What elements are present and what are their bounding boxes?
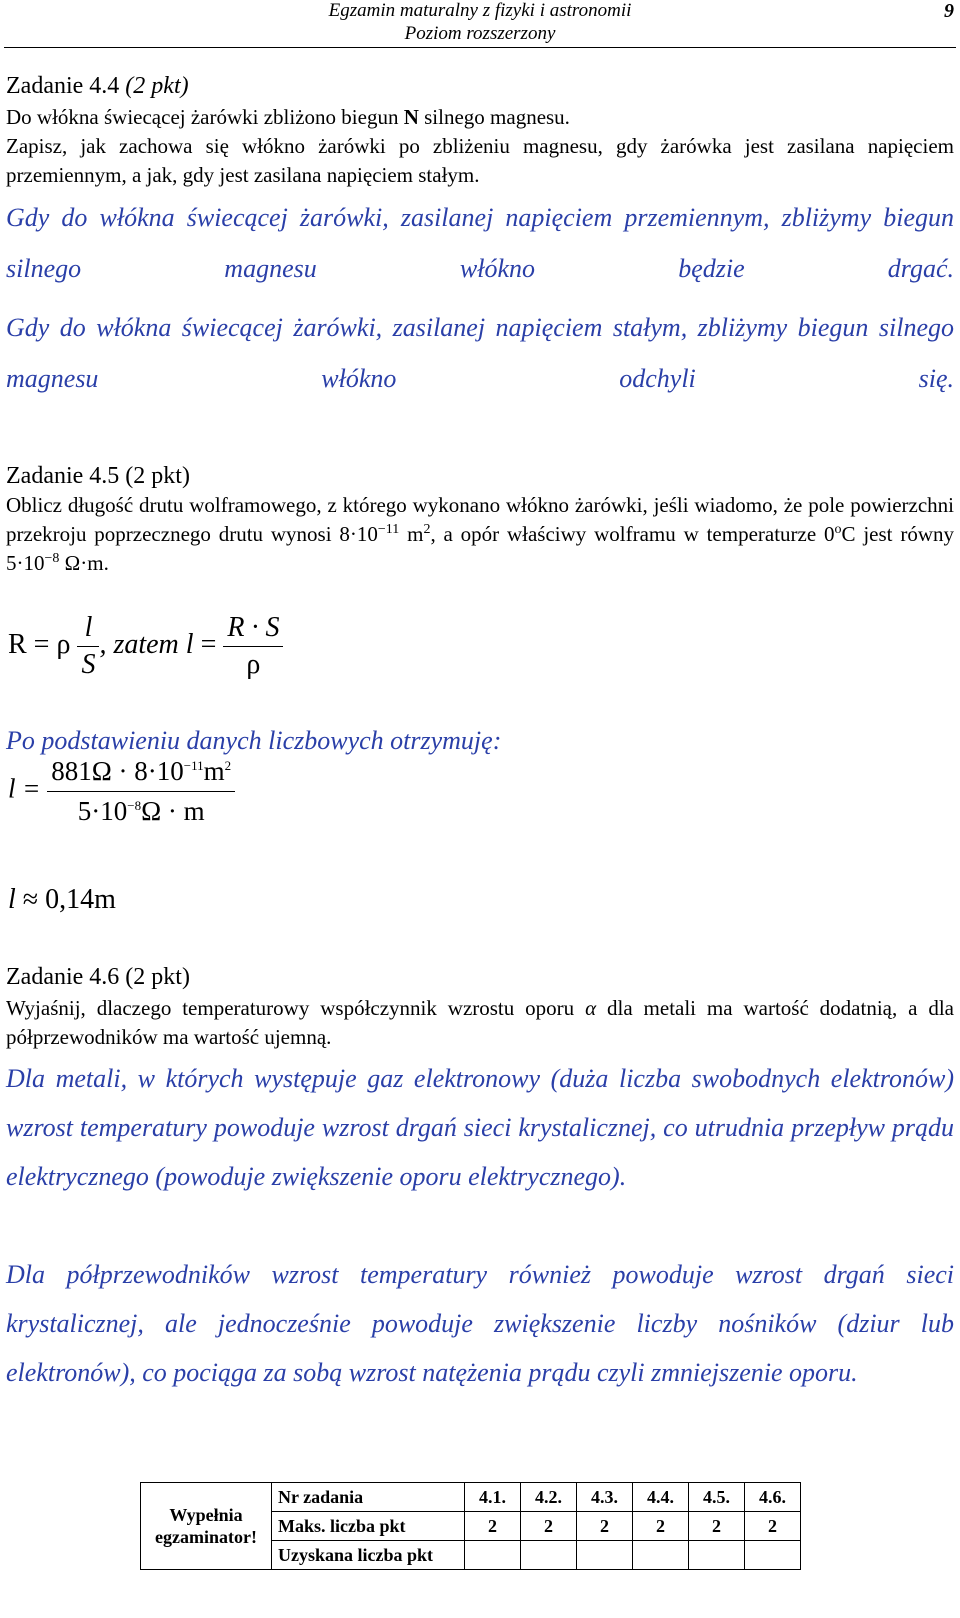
calc-lhs: l = <box>8 773 41 804</box>
prompt-text: Oblicz długość drutu wolframowego, z którego wykonano włókno żarówki, jeśli wiadomo, że pole powierzchni przekroju poprzecznego drutu wynosi 8·10 <box>6 493 954 546</box>
approx-sign: ≈ <box>22 884 39 915</box>
max-points-cell: 2 <box>689 1512 745 1541</box>
fraction-rs-over-rho <box>223 612 283 681</box>
task-4-6-answer-2: Dla półprzewodników wzrost temperatury również powoduje wzrost drgań sieci krystalicznej, ale jednocześnie powoduje zwiększenie liczby nośników (dziur lub elektronów), co pociąga za sobą wzrost natężenia prądu czyli zmniejszenie oporu. <box>6 1260 954 1387</box>
prompt-text: Ω·m. <box>59 551 109 575</box>
fraction-denominator: S <box>81 649 96 680</box>
row-header-task-number: Nr zadania <box>272 1483 465 1512</box>
calc-denominator-unit: Ω · m <box>141 796 205 826</box>
fraction-numerator: R · S <box>223 612 283 647</box>
row-header-obtained-points: Uzyskana liczba pkt <box>272 1541 465 1570</box>
task-points: (2 pkt) <box>125 964 190 990</box>
formula-lhs: R = ρ <box>8 628 71 660</box>
calculation-formula <box>8 756 235 827</box>
exponent: −8 <box>44 551 60 566</box>
prompt-text: Do włókna świecącej żarówki zbliżono biegun <box>6 105 404 129</box>
task-number-cell: 4.4. <box>633 1483 689 1512</box>
task-4-4-answer-1: Gdy do włókna świecącej żarówki, zasilanej napięciem przemiennym, zbliżymy biegun silnego magnesu włókno będzie drgać. <box>6 203 954 283</box>
max-points-cell: 2 <box>465 1512 521 1541</box>
calc-numerator <box>47 756 235 792</box>
page-number: 9 <box>944 0 954 22</box>
prompt-text: Zapisz, jak zachowa się włókno żarówki po zbliżeniu magnesu, gdy żarówka jest zasilana napięciem przemiennym, a jak, gdy jest zasilana napięciem stałym. <box>6 134 954 187</box>
prompt-text: Wyjaśnij, dlaczego temperaturowy współczynnik wzrostu oporu <box>6 996 586 1020</box>
resistance-formula <box>8 612 283 681</box>
task-4-6-title <box>6 962 190 992</box>
alpha-symbol: α <box>585 996 597 1020</box>
result-variable: l <box>8 884 16 915</box>
calc-denominator-value: 5·10 <box>77 796 128 826</box>
prompt-text: dla metali ma wartość dodatnią, a dla półprzewodników ma wartość ujemną. <box>6 996 955 1049</box>
examiner-label: Wypełnia egzaminator! <box>141 1483 272 1570</box>
row-header-max-points: Maks. liczba pkt <box>272 1512 465 1541</box>
task-4-5-title <box>6 461 190 491</box>
task-number-cell: 4.3. <box>577 1483 633 1512</box>
obtained-points-cell[interactable] <box>521 1541 577 1570</box>
task-number: Zadanie 4.4 <box>6 73 120 99</box>
calc-fraction <box>47 756 235 827</box>
task-number-cell: 4.5. <box>689 1483 745 1512</box>
formula-connector: , zatem <box>99 628 186 660</box>
calc-denominator <box>47 792 235 827</box>
calc-numerator-unit: m <box>203 756 225 786</box>
max-points-cell: 2 <box>745 1512 801 1541</box>
task-4-6-answer-1: Dla metali, w których występuje gaz elektronowy (duża liczba swobodnych elektronów) wzrost temperatury powoduje wzrost drgań sieci krystalicznej, co utrudnia przepływ prądu elektrycznego (powoduje zwiększenie oporu elektrycznego). <box>6 1064 954 1191</box>
exponent: −11 <box>377 522 400 537</box>
task-4-4-answer-2: Gdy do włókna świecącej żarówki, zasilanej napięciem stałym, zbliżymy biegun silnego magnesu włókno odchyli się. <box>6 313 954 393</box>
prompt-text: C jest równy 5·10 <box>6 522 954 575</box>
calc-numerator-value: 881Ω · 8·10 <box>51 756 184 786</box>
result <box>8 884 116 916</box>
task-points: (2 pkt) <box>125 73 189 99</box>
exam-title: Egzamin maturalny z fizyki i astronomii <box>328 0 632 21</box>
task-number: Zadanie 4.6 <box>6 964 120 990</box>
task-number-cell: 4.1. <box>465 1483 521 1512</box>
prompt-text: , a opór właściwy wolframu w temperaturze 0 <box>430 522 835 546</box>
obtained-points-cell[interactable] <box>633 1541 689 1570</box>
exponent: o <box>834 522 842 537</box>
fraction-denominator: ρ <box>246 649 261 680</box>
substitution-label: Po podstawieniu danych liczbowych otrzymuję: <box>6 726 502 755</box>
max-points-cell: 2 <box>577 1512 633 1541</box>
task-number: Zadanie 4.5 <box>6 463 120 489</box>
task-number-cell: 4.6. <box>745 1483 801 1512</box>
pole-label: N <box>403 105 419 129</box>
result-value: 0,14m <box>45 884 116 915</box>
obtained-points-cell[interactable] <box>745 1541 801 1570</box>
task-4-5-prompt <box>6 491 954 578</box>
score-table <box>140 1482 801 1570</box>
obtained-points-cell[interactable] <box>689 1541 745 1570</box>
obtained-points-cell[interactable] <box>465 1541 521 1570</box>
task-4-4-prompt <box>6 103 954 190</box>
header-rule <box>4 47 956 48</box>
exponent: −11 <box>183 758 204 773</box>
task-number-cell: 4.2. <box>521 1483 577 1512</box>
task-4-4-title <box>6 71 189 101</box>
exam-level: Poziom rozszerzony <box>404 23 556 44</box>
exponent: 2 <box>224 758 232 773</box>
formula-equals: = <box>193 628 224 660</box>
max-points-cell: 2 <box>633 1512 689 1541</box>
task-4-6-prompt <box>6 994 954 1052</box>
task-points: (2 pkt) <box>125 463 190 489</box>
fraction-numerator: l <box>77 612 99 647</box>
prompt-text: silnego magnesu. <box>418 105 570 129</box>
exponent: −8 <box>127 798 142 813</box>
formula-variable: l <box>185 628 194 660</box>
prompt-text: m <box>399 522 424 546</box>
fraction-l-over-s <box>77 612 99 681</box>
exponent: 2 <box>423 522 431 537</box>
obtained-points-cell[interactable] <box>577 1541 633 1570</box>
max-points-cell: 2 <box>521 1512 577 1541</box>
page-header <box>0 0 960 52</box>
